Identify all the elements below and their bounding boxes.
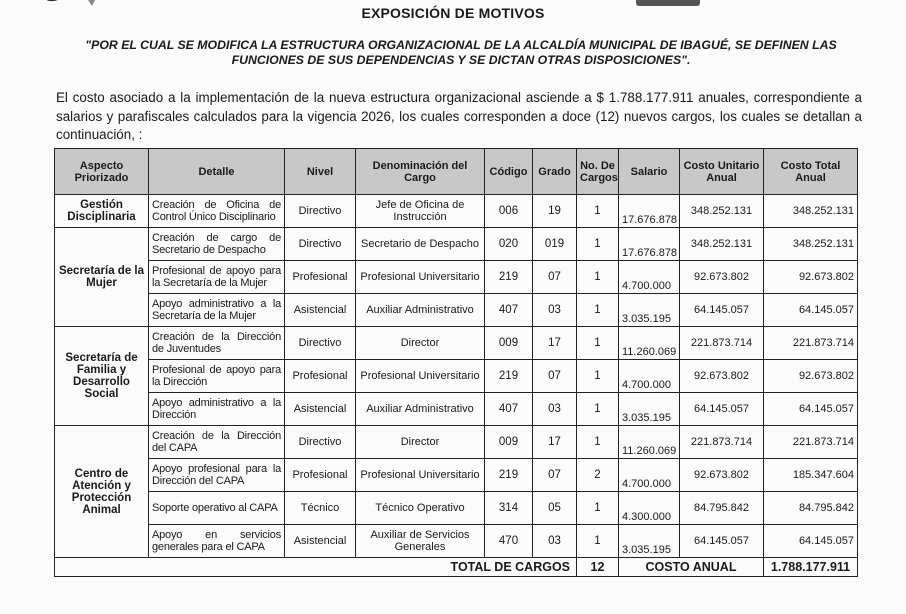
costo-unitario-cell: 92.673.802: [680, 459, 764, 492]
grado-cell: 019: [533, 228, 577, 261]
codigo-cell: 006: [485, 195, 533, 228]
denominacion-cell: Secretario de Despacho: [356, 228, 485, 261]
aspect-cell: Centro de Atención y Protección Animal: [55, 426, 149, 558]
salario-cell: 3.035.195: [619, 294, 680, 327]
cargos-cell: 1: [577, 228, 619, 261]
grado-cell: 03: [533, 525, 577, 558]
table-row: [55, 525, 858, 558]
costo-unitario-cell: 348.252.131: [680, 228, 764, 261]
denominacion-cell: Jefe de Oficina de Instrucción: [356, 195, 485, 228]
table-row: [55, 459, 858, 492]
nivel-cell: Directivo: [285, 195, 356, 228]
header-detalle: Detalle: [149, 149, 285, 195]
salario-cell: 4.700.000: [619, 360, 680, 393]
detail-cell: Apoyo en servicios generales para el CAPA: [149, 525, 285, 558]
codigo-cell: 407: [485, 294, 533, 327]
cargos-cell: 1: [577, 360, 619, 393]
denominacion-cell: Auxiliar Administrativo: [356, 393, 485, 426]
table-row: [55, 294, 858, 327]
nivel-cell: Directivo: [285, 327, 356, 360]
table-row: [55, 195, 858, 228]
salario-cell: 3.035.195: [619, 393, 680, 426]
salario-cell: 4.300.000: [619, 492, 680, 525]
intro-paragraph: El costo asociado a la implementación de la nueva estructura organizacional asciende a $ 1.788.177.911 anuales, correspondiente a salarios y parafiscales calculados para la vigencia 2026, los cuales corresponden a doce (12) nuevos cargos, los cuales se detallan a continuación, :: [56, 90, 862, 142]
denominacion-cell: Profesional Universitario: [356, 360, 485, 393]
costo-unitario-cell: 221.873.714: [680, 426, 764, 459]
header-nivel: Nivel: [285, 149, 356, 195]
denominacion-cell: Director: [356, 426, 485, 459]
totals-row: [55, 558, 858, 577]
costo-unitario-cell: 221.873.714: [680, 327, 764, 360]
denominacion-cell: Auxiliar Administrativo: [356, 294, 485, 327]
grado-cell: 07: [533, 360, 577, 393]
header-costo-unitario: Costo Unitario Anual: [680, 149, 764, 195]
costo-unitario-cell: 64.145.057: [680, 294, 764, 327]
header-grado: Grado: [533, 149, 577, 195]
denominacion-cell: Profesional Universitario: [356, 459, 485, 492]
costo-total-cell: 348.252.131: [764, 195, 858, 228]
grado-cell: 17: [533, 426, 577, 459]
table-row: [55, 360, 858, 393]
costo-unitario-cell: 92.673.802: [680, 360, 764, 393]
detail-cell: Apoyo administrativo a la Secretaría de la Mujer: [149, 294, 285, 327]
codigo-cell: 219: [485, 360, 533, 393]
cargos-cell: 1: [577, 261, 619, 294]
header-denominacion: Denominación del Cargo: [356, 149, 485, 195]
costo-anual-value: 1.788.177.911: [764, 558, 858, 577]
nivel-cell: Técnico: [285, 492, 356, 525]
costo-unitario-cell: 64.145.057: [680, 525, 764, 558]
table-row: [55, 327, 858, 360]
header-salario: Salario: [619, 149, 680, 195]
salario-cell: 17.676.878: [619, 228, 680, 261]
nivel-cell: Asistencial: [285, 393, 356, 426]
costo-total-cell: 64.145.057: [764, 525, 858, 558]
codigo-cell: 407: [485, 393, 533, 426]
costo-total-cell: 84.795.842: [764, 492, 858, 525]
nivel-cell: Profesional: [285, 459, 356, 492]
costo-unitario-cell: 84.795.842: [680, 492, 764, 525]
costo-unitario-cell: 348.252.131: [680, 195, 764, 228]
detail-cell: Creación de cargo de Secretario de Despacho: [149, 228, 285, 261]
salario-cell: 11.260.069: [619, 426, 680, 459]
salario-cell: 11.260.069: [619, 327, 680, 360]
grado-cell: 07: [533, 459, 577, 492]
header-cargos: No. De Cargos: [577, 149, 619, 195]
codigo-cell: 314: [485, 492, 533, 525]
table-header-row: [55, 149, 858, 195]
denominacion-cell: Auxiliar de Servicios Generales: [356, 525, 485, 558]
costo-total-cell: 92.673.802: [764, 360, 858, 393]
denominacion-cell: Técnico Operativo: [356, 492, 485, 525]
costo-total-cell: 64.145.057: [764, 294, 858, 327]
codigo-cell: 219: [485, 459, 533, 492]
grado-cell: 19: [533, 195, 577, 228]
cargos-cell: 1: [577, 327, 619, 360]
cargos-cell: 2: [577, 459, 619, 492]
detail-cell: Apoyo administrativo a la Dirección: [149, 393, 285, 426]
header-codigo: Código: [485, 149, 533, 195]
document-subtitle: "POR EL CUAL SE MODIFICA LA ESTRUCTURA ORGANIZACIONAL DE LA ALCALDÍA MUNICIPAL DE IBAGUÉ, SE DEFINEN LAS FUNCIONES DE SUS DEPENDENCIAS Y SE DICTAN OTRAS DISPOSICIONES".: [85, 38, 837, 67]
nivel-cell: Profesional: [285, 360, 356, 393]
table-row: [55, 228, 858, 261]
codigo-cell: 009: [485, 426, 533, 459]
costo-total-cell: 221.873.714: [764, 426, 858, 459]
aspect-cell: Gestión Disciplinaria: [55, 195, 149, 228]
denominacion-cell: Profesional Universitario: [356, 261, 485, 294]
codigo-cell: 009: [485, 327, 533, 360]
grado-cell: 05: [533, 492, 577, 525]
positions-table: [54, 148, 858, 577]
cargos-cell: 1: [577, 294, 619, 327]
codigo-cell: 470: [485, 525, 533, 558]
total-cargos-value: 12: [577, 558, 619, 577]
detail-cell: Creación de Oficina de Control Único Disciplinario: [149, 195, 285, 228]
header-costo-total: Costo Total Anual: [764, 149, 858, 195]
detail-cell: Apoyo profesional para la Dirección del CAPA: [149, 459, 285, 492]
codigo-cell: 020: [485, 228, 533, 261]
salario-cell: 3.035.195: [619, 525, 680, 558]
salario-cell: 17.676.878: [619, 195, 680, 228]
cargos-cell: 1: [577, 525, 619, 558]
aspect-cell: Secretaría de Familia y Desarrollo Social: [55, 327, 149, 426]
aspect-cell: Secretaría de la Mujer: [55, 228, 149, 327]
nivel-cell: Directivo: [285, 426, 356, 459]
costo-total-cell: 348.252.131: [764, 228, 858, 261]
grado-cell: 07: [533, 261, 577, 294]
cargos-cell: 1: [577, 426, 619, 459]
costo-total-cell: 221.873.714: [764, 327, 858, 360]
cargos-cell: 1: [577, 492, 619, 525]
detail-cell: Creación de la Dirección del CAPA: [149, 426, 285, 459]
detail-cell: Profesional de apoyo para la Secretaría de la Mujer: [149, 261, 285, 294]
cargos-cell: 1: [577, 393, 619, 426]
document-title: EXPOSICIÓN DE MOTIVOS: [361, 5, 545, 21]
denominacion-cell: Director: [356, 327, 485, 360]
table-row: [55, 492, 858, 525]
table-row: [55, 261, 858, 294]
costo-unitario-cell: 92.673.802: [680, 261, 764, 294]
costo-total-cell: 185.347.604: [764, 459, 858, 492]
cargos-cell: 1: [577, 195, 619, 228]
nivel-cell: Asistencial: [285, 525, 356, 558]
nivel-cell: Profesional: [285, 261, 356, 294]
table-row: [55, 426, 858, 459]
detail-cell: Profesional de apoyo para la Dirección: [149, 360, 285, 393]
total-cargos-label: TOTAL DE CARGOS: [55, 558, 577, 577]
header-aspecto: Aspecto Priorizado: [55, 149, 149, 195]
grado-cell: 03: [533, 393, 577, 426]
costo-total-cell: 92.673.802: [764, 261, 858, 294]
nivel-cell: Directivo: [285, 228, 356, 261]
costo-anual-label: COSTO ANUAL: [619, 558, 764, 577]
codigo-cell: 219: [485, 261, 533, 294]
costo-unitario-cell: 64.145.057: [680, 393, 764, 426]
salario-cell: 4.700.000: [619, 459, 680, 492]
grado-cell: 17: [533, 327, 577, 360]
nivel-cell: Asistencial: [285, 294, 356, 327]
detail-cell: Soporte operativo al CAPA: [149, 492, 285, 525]
detail-cell: Creación de la Dirección de Juventudes: [149, 327, 285, 360]
grado-cell: 03: [533, 294, 577, 327]
table-row: [55, 393, 858, 426]
costo-total-cell: 64.145.057: [764, 393, 858, 426]
salario-cell: 4.700.000: [619, 261, 680, 294]
